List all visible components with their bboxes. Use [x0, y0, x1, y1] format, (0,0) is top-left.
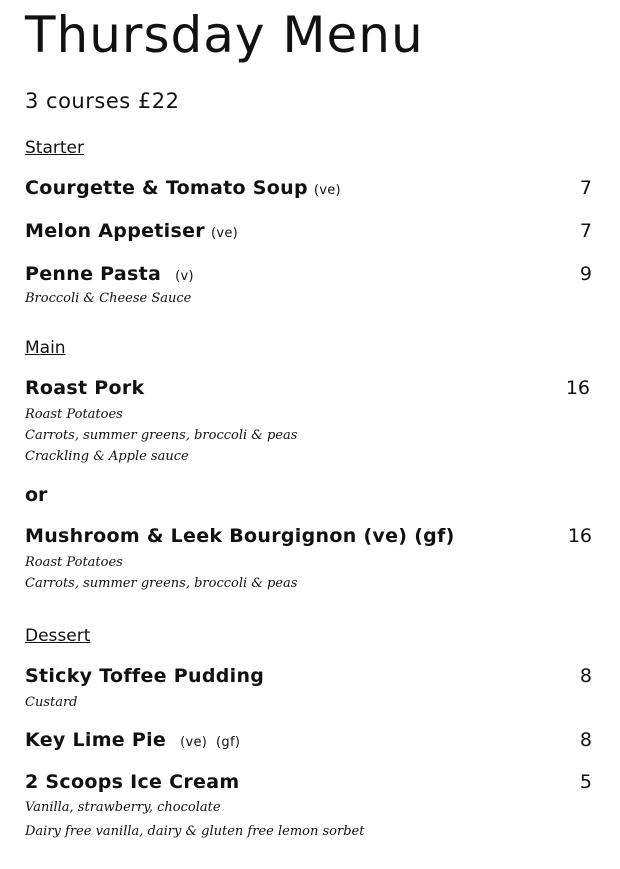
dish-price: 8 — [579, 729, 592, 751]
dish-tag: (v) — [175, 269, 194, 284]
or-separator: or — [25, 484, 48, 506]
dish-title: Sticky Toffee Pudding — [25, 665, 265, 687]
section-heading-starter: Starter — [25, 138, 84, 158]
dish-tag: (ve) — [210, 226, 238, 241]
dish-title: Courgette & Tomato Soup — [25, 177, 308, 199]
dish-price: 9 — [579, 263, 592, 285]
dish-description: Carrots, summer greens, broccoli & peas — [25, 428, 298, 443]
dish-price: 8 — [579, 665, 592, 687]
dish-name — [25, 729, 240, 751]
dish-price: 16 — [567, 525, 592, 547]
section-heading-main: Main — [25, 338, 66, 358]
dish-description: Crackling & Apple sauce — [25, 449, 189, 464]
dish-title: Melon Appetiser — [25, 220, 205, 242]
dish-tag: (ve) (gf) — [180, 735, 241, 750]
dish-name — [25, 525, 455, 547]
dish-description: Broccoli & Cheese Sauce — [25, 291, 192, 306]
dish-description: Roast Potatoes — [25, 555, 123, 570]
section-heading-dessert: Dessert — [25, 626, 91, 646]
dish-price: 16 — [565, 377, 590, 399]
dish-price: 7 — [579, 220, 592, 242]
dish-name — [25, 665, 264, 687]
dish-price: 5 — [579, 771, 592, 793]
dish-tag: (ve) — [313, 183, 341, 198]
dish-price: 7 — [579, 177, 592, 199]
dish-name — [25, 263, 194, 285]
menu-title: Thursday Menu — [25, 6, 424, 64]
dish-description: Roast Potatoes — [25, 407, 123, 422]
dish-description: Carrots, summer greens, broccoli & peas — [25, 576, 298, 591]
dish-title: Key Lime Pie — [25, 729, 167, 751]
dish-name — [25, 220, 238, 242]
dish-description: Dairy free vanilla, dairy & gluten free lemon sorbet — [25, 824, 365, 839]
dish-name — [25, 177, 341, 199]
dish-title: 2 Scoops Ice Cream — [25, 771, 240, 793]
menu-subtitle: 3 courses £22 — [25, 89, 180, 113]
dish-name — [25, 377, 145, 399]
dish-description: Custard — [25, 695, 78, 710]
dish-description: Vanilla, strawberry, chocolate — [25, 800, 221, 815]
dish-title: Mushroom & Leek Bourgignon (ve) (gf) — [25, 525, 455, 547]
dish-name — [25, 771, 239, 793]
dish-title: Penne Pasta — [25, 263, 162, 285]
dish-title: Roast Pork — [25, 377, 145, 399]
